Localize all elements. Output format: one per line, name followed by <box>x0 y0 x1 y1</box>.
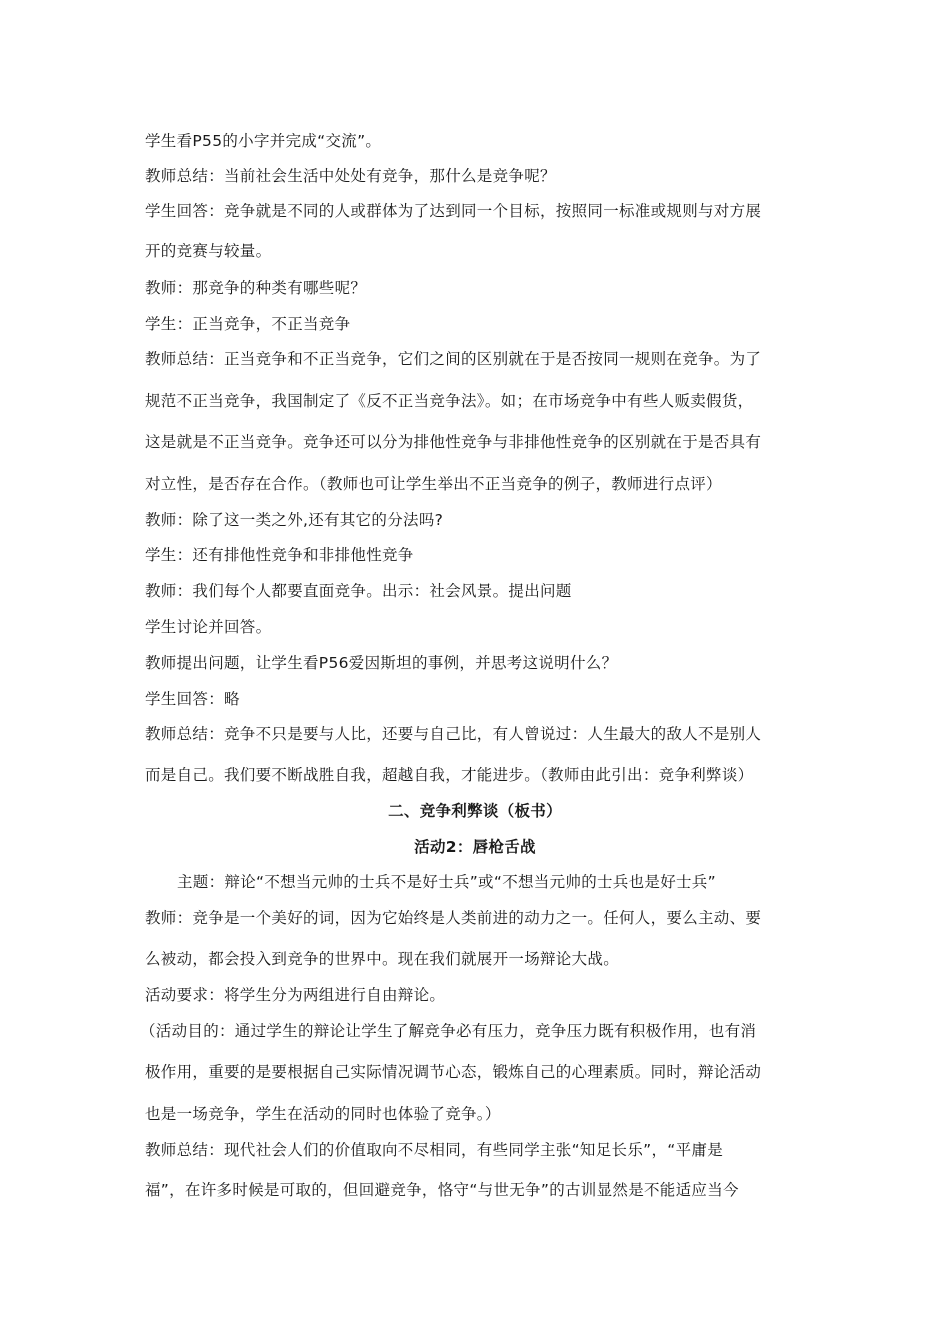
text-line: 学生回答：略 <box>145 690 240 708</box>
text-line: 学生回答：竞争就是不同的人或群体为了达到同一个目标，按照同一标准或规则与对方展 <box>145 202 762 220</box>
text-line: 活动要求：将学生分为两组进行自由辩论。 <box>145 986 446 1004</box>
text-line: 教师：那竞争的种类有哪些呢？ <box>145 279 367 297</box>
text-line: 开的竞赛与较量。 <box>145 242 272 260</box>
text-line: 对立性，是否存在合作。（教师也可让学生举出不正当竞争的例子，教师进行点评） <box>145 475 722 493</box>
activity-heading: 活动2：唇枪舌战 <box>414 838 536 856</box>
text-line: 教师总结：现代社会人们的价值取向不尽相同，有些同学主张“知足长乐”，“平庸是 <box>145 1141 723 1159</box>
text-line: 规范不正当竞争，我国制定了《反不正当竞争法》。如；在市场竞争中有些人贩卖假货， <box>145 392 754 410</box>
text-line: 学生讨论并回答。 <box>145 618 272 636</box>
text-line: 学生：正当竞争，不正当竞争 <box>145 315 351 333</box>
text-line: 教师：我们每个人都要直面竞争。出示：社会风景。提出问题 <box>145 582 572 600</box>
text-line: 教师提出问题，让学生看P56爱因斯坦的事例，并思考这说明什么？ <box>145 654 618 672</box>
text-line: 教师总结：当前社会生活中处处有竞争，那什么是竞争呢？ <box>145 167 556 185</box>
text-line: 学生：还有排他性竞争和非排他性竞争 <box>145 546 414 564</box>
text-line: 学生看P55的小字并完成“交流”。 <box>145 132 382 150</box>
text-line: 这是就是不正当竞争。竞争还可以分为排他性竞争与非排他性竞争的区别就在于是否具有 <box>145 433 762 451</box>
text-line: 而是自己。我们要不断战胜自我，超越自我，才能进步。（教师由此引出：竞争利弊谈） <box>145 766 754 784</box>
text-line: （活动目的：通过学生的辩论让学生了解竞争必有压力，竞争压力既有积极作用，也有消 <box>140 1022 757 1040</box>
text-line: 极作用，重要的是要根据自己实际情况调节心态，锻炼自己的心理素质。同时，辩论活动 <box>145 1063 762 1081</box>
text-line: 教师总结：竞争不只是要与人比，还要与自己比，有人曾说过：人生最大的敌人不是别人 <box>145 725 762 743</box>
text-line: 教师：竞争是一个美好的词，因为它始终是人类前进的动力之一。任何人，要么主动、要 <box>145 909 762 927</box>
text-line: 教师：除了这一类之外,还有其它的分法吗? <box>145 511 444 529</box>
section-heading: 二、竞争利弊谈（板书） <box>388 802 562 820</box>
text-line: 教师总结：正当竞争和不正当竞争，它们之间的区别就在于是否按同一规则在竞争。为了 <box>145 350 762 368</box>
text-line: 主题：辩论“不想当元帅的士兵不是好士兵”或“不想当元帅的士兵也是好士兵” <box>177 873 716 891</box>
text-line: 也是一场竞争，学生在活动的同时也体验了竞争。） <box>145 1105 501 1123</box>
text-line: 福”，在许多时候是可取的，但回避竞争，恪守“与世无争”的古训显然是不能适应当今 <box>145 1181 739 1199</box>
text-line: 么被动，都会投入到竞争的世界中。现在我们就展开一场辩论大战。 <box>145 950 620 968</box>
